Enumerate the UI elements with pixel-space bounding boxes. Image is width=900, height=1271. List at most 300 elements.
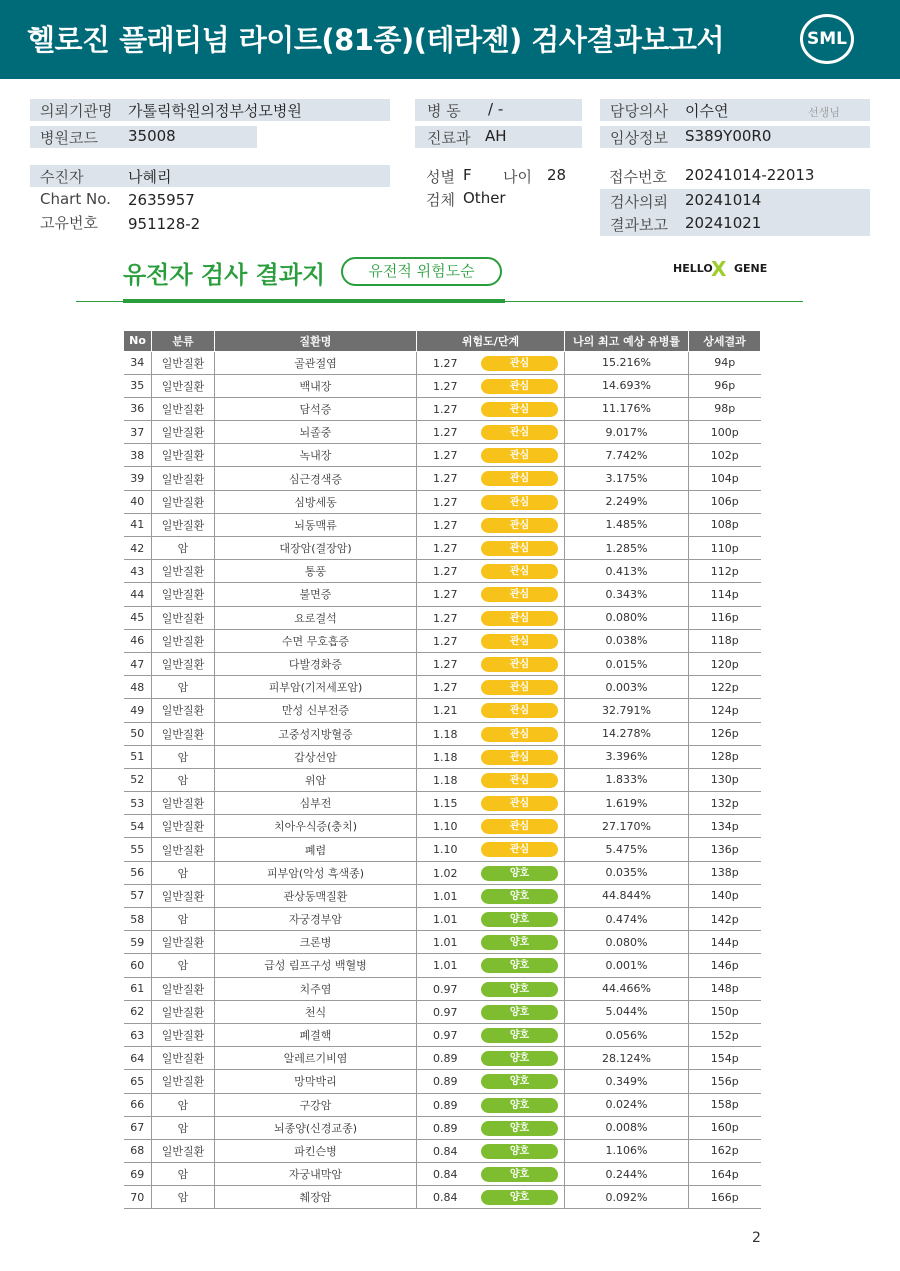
row-detail-page: 146p <box>689 954 761 977</box>
row-prevalence: 27.170% <box>565 815 689 838</box>
row-disease: 담석증 <box>215 397 417 420</box>
row-category: 일반질환 <box>152 652 215 675</box>
section-title: 유전자 검사 결과지 <box>123 261 326 289</box>
row-disease: 파킨슨병 <box>215 1139 417 1162</box>
risk-score: 1.27 <box>433 495 458 509</box>
table-row <box>124 1116 761 1139</box>
hospital-code-field <box>30 126 257 148</box>
row-category: 일반질환 <box>152 421 215 444</box>
row-prevalence: 1.833% <box>565 768 689 791</box>
row-disease: 폐결핵 <box>215 1023 417 1046</box>
row-risk <box>417 629 565 652</box>
row-risk <box>417 397 565 420</box>
row-category: 일반질환 <box>152 815 215 838</box>
row-prevalence: 0.413% <box>565 560 689 583</box>
row-disease: 위암 <box>215 768 417 791</box>
row-disease: 크론병 <box>215 931 417 954</box>
table-row <box>124 490 761 513</box>
row-prevalence: 0.244% <box>565 1163 689 1186</box>
row-category: 일반질환 <box>152 490 215 513</box>
row-disease: 고중성지방혈증 <box>215 722 417 745</box>
institution-value: 가톨릭학원의정부성모병원 <box>128 102 302 120</box>
risk-score: 1.18 <box>433 773 458 787</box>
row-detail-page: 102p <box>689 444 761 467</box>
row-number: 58 <box>124 908 152 931</box>
row-number: 54 <box>124 815 152 838</box>
risk-score: 1.27 <box>433 565 458 579</box>
report-header <box>0 0 900 79</box>
row-number: 57 <box>124 884 152 907</box>
row-disease: 수면 무호흡증 <box>215 629 417 652</box>
sex-label: 성별 <box>426 168 455 186</box>
row-category: 암 <box>152 1093 215 1116</box>
sml-logo <box>800 14 854 64</box>
risk-level-badge: 관심 <box>481 680 558 695</box>
risk-score: 1.27 <box>433 379 458 393</box>
row-detail-page: 116p <box>689 606 761 629</box>
row-number: 51 <box>124 745 152 768</box>
row-prevalence: 0.001% <box>565 954 689 977</box>
risk-level-badge: 관심 <box>481 657 558 672</box>
row-number: 40 <box>124 490 152 513</box>
row-category: 일반질환 <box>152 606 215 629</box>
row-detail-page: 158p <box>689 1093 761 1116</box>
row-disease: 뇌졸중 <box>215 421 417 444</box>
table-row <box>124 954 761 977</box>
row-risk <box>417 374 565 397</box>
row-risk <box>417 1163 565 1186</box>
risk-level-badge: 관심 <box>481 518 558 533</box>
row-number: 55 <box>124 838 152 861</box>
hospital-code-value: 35008 <box>128 127 176 145</box>
row-number: 67 <box>124 1116 152 1139</box>
risk-score: 1.27 <box>433 681 458 695</box>
risk-score: 0.97 <box>433 982 458 996</box>
row-disease: 구강암 <box>215 1093 417 1116</box>
risk-score: 1.27 <box>433 402 458 416</box>
patient-name-field <box>30 165 390 187</box>
row-number: 46 <box>124 629 152 652</box>
row-prevalence: 0.349% <box>565 1070 689 1093</box>
ward-value: / - <box>488 100 504 118</box>
row-detail-page: 136p <box>689 838 761 861</box>
risk-score: 1.21 <box>433 704 458 718</box>
row-number: 38 <box>124 444 152 467</box>
row-disease: 피부암(기저세포암) <box>215 676 417 699</box>
row-prevalence: 5.475% <box>565 838 689 861</box>
doctor-suffix: 선생님 <box>808 106 840 119</box>
receipt-no-value: 20241014-22013 <box>685 166 815 184</box>
row-number: 48 <box>124 676 152 699</box>
table-row <box>124 792 761 815</box>
risk-level-badge: 양호 <box>481 1074 558 1089</box>
row-number: 42 <box>124 537 152 560</box>
row-category: 암 <box>152 768 215 791</box>
unique-no-value: 951128-2 <box>128 215 201 233</box>
row-risk <box>417 977 565 1000</box>
row-number: 68 <box>124 1139 152 1162</box>
row-disease: 피부암(악성 흑색종) <box>215 861 417 884</box>
row-number: 53 <box>124 792 152 815</box>
row-number: 34 <box>124 351 152 374</box>
risk-score: 1.27 <box>433 588 458 602</box>
row-disease: 망막박리 <box>215 1070 417 1093</box>
risk-level-badge: 관심 <box>481 356 558 371</box>
row-number: 69 <box>124 1163 152 1186</box>
risk-score: 1.27 <box>433 634 458 648</box>
brand-gene: GENE <box>734 262 768 275</box>
risk-score: 0.89 <box>433 1098 458 1112</box>
row-category: 암 <box>152 954 215 977</box>
chart-no-label: Chart No. <box>40 190 111 208</box>
row-detail-page: 112p <box>689 560 761 583</box>
row-detail-page: 126p <box>689 722 761 745</box>
risk-level-badge: 관심 <box>481 541 558 556</box>
row-disease: 폐렴 <box>215 838 417 861</box>
row-disease: 대장암(결장암) <box>215 537 417 560</box>
row-detail-page: 122p <box>689 676 761 699</box>
row-prevalence: 1.285% <box>565 537 689 560</box>
row-disease: 치주염 <box>215 977 417 1000</box>
row-risk <box>417 931 565 954</box>
institution-label: 의뢰기관명 <box>40 102 113 120</box>
risk-level-badge: 관심 <box>481 564 558 579</box>
row-disease: 치아우식증(충치) <box>215 815 417 838</box>
row-number: 41 <box>124 513 152 536</box>
risk-level-badge: 관심 <box>481 587 558 602</box>
table-row <box>124 513 761 536</box>
row-disease: 천식 <box>215 1000 417 1023</box>
row-risk <box>417 1186 565 1209</box>
sml-logo-text: SML <box>807 29 847 49</box>
risk-level-badge: 양호 <box>481 1051 558 1066</box>
row-category: 일반질환 <box>152 467 215 490</box>
risk-level-badge: 관심 <box>481 750 558 765</box>
ward-label: 병 동 <box>427 102 461 120</box>
row-risk <box>417 1000 565 1023</box>
risk-level-badge: 양호 <box>481 935 558 950</box>
row-number: 66 <box>124 1093 152 1116</box>
table-row <box>124 1093 761 1116</box>
risk-level-badge: 관심 <box>481 495 558 510</box>
risk-level-badge: 관심 <box>481 727 558 742</box>
risk-level-badge: 양호 <box>481 1167 558 1182</box>
table-row <box>124 977 761 1000</box>
column-header: 질환명 <box>215 331 417 351</box>
row-prevalence: 0.056% <box>565 1023 689 1046</box>
row-detail-page: 114p <box>689 583 761 606</box>
column-header: 나의 최고 예상 유병률 <box>565 331 689 351</box>
row-detail-page: 140p <box>689 884 761 907</box>
risk-score: 0.89 <box>433 1075 458 1089</box>
row-detail-page: 160p <box>689 1116 761 1139</box>
row-prevalence: 32.791% <box>565 699 689 722</box>
table-row <box>124 560 761 583</box>
row-prevalence: 3.175% <box>565 467 689 490</box>
row-prevalence: 44.844% <box>565 884 689 907</box>
column-header: No <box>124 331 152 351</box>
row-category: 일반질환 <box>152 1139 215 1162</box>
row-disease: 자궁경부암 <box>215 908 417 931</box>
row-prevalence: 0.343% <box>565 583 689 606</box>
row-category: 일반질환 <box>152 792 215 815</box>
risk-level-badge: 양호 <box>481 1028 558 1043</box>
receipt-no-label: 접수번호 <box>609 168 667 186</box>
risk-score: 0.84 <box>433 1191 458 1205</box>
row-risk <box>417 954 565 977</box>
row-prevalence: 9.017% <box>565 421 689 444</box>
row-number: 64 <box>124 1047 152 1070</box>
risk-score: 0.97 <box>433 1005 458 1019</box>
row-prevalence: 0.035% <box>565 861 689 884</box>
row-risk <box>417 1116 565 1139</box>
row-detail-page: 96p <box>689 374 761 397</box>
specimen-label: 검체 <box>426 191 455 209</box>
row-prevalence: 14.278% <box>565 722 689 745</box>
risk-level-badge: 관심 <box>481 796 558 811</box>
row-risk <box>417 537 565 560</box>
row-risk <box>417 815 565 838</box>
age-value: 28 <box>547 166 567 184</box>
row-risk <box>417 444 565 467</box>
row-disease: 통풍 <box>215 560 417 583</box>
row-disease: 다발경화증 <box>215 652 417 675</box>
row-number: 36 <box>124 397 152 420</box>
row-category: 일반질환 <box>152 444 215 467</box>
table-row <box>124 838 761 861</box>
department-value: AH <box>485 127 507 145</box>
row-disease: 심방세동 <box>215 490 417 513</box>
row-detail-page: 150p <box>689 1000 761 1023</box>
risk-level-badge: 양호 <box>481 958 558 973</box>
row-risk <box>417 838 565 861</box>
risk-score: 0.97 <box>433 1028 458 1042</box>
row-number: 43 <box>124 560 152 583</box>
age-label: 나이 <box>503 168 532 186</box>
row-disease: 자궁내막암 <box>215 1163 417 1186</box>
risk-score: 1.02 <box>433 866 458 880</box>
report-date-value: 20241021 <box>685 214 762 232</box>
risk-score: 1.15 <box>433 797 458 811</box>
row-number: 62 <box>124 1000 152 1023</box>
row-prevalence: 3.396% <box>565 745 689 768</box>
row-prevalence: 2.249% <box>565 490 689 513</box>
table-row <box>124 397 761 420</box>
request-date-label: 검사의뢰 <box>610 193 668 211</box>
table-row <box>124 699 761 722</box>
row-disease: 갑상선암 <box>215 745 417 768</box>
table-row <box>124 1023 761 1046</box>
row-detail-page: 100p <box>689 421 761 444</box>
request-date-value: 20241014 <box>685 191 762 209</box>
risk-score: 1.01 <box>433 913 458 926</box>
row-prevalence: 1.106% <box>565 1139 689 1162</box>
row-risk <box>417 560 565 583</box>
row-risk <box>417 699 565 722</box>
patient-name-value: 나혜리 <box>128 168 172 186</box>
row-prevalence: 0.092% <box>565 1186 689 1209</box>
risk-level-badge: 양호 <box>481 889 558 904</box>
row-number: 50 <box>124 722 152 745</box>
row-prevalence: 14.693% <box>565 374 689 397</box>
table-row <box>124 421 761 444</box>
row-number: 59 <box>124 931 152 954</box>
risk-level-badge: 관심 <box>481 703 558 718</box>
risk-level-badge: 관심 <box>481 448 558 463</box>
risk-level-badge: 관심 <box>481 471 558 486</box>
doctor-field <box>600 99 870 121</box>
risk-level-badge: 양호 <box>481 1190 558 1205</box>
row-risk <box>417 908 565 931</box>
row-risk <box>417 884 565 907</box>
row-detail-page: 94p <box>689 351 761 374</box>
row-disease: 심근경색증 <box>215 467 417 490</box>
row-detail-page: 132p <box>689 792 761 815</box>
institution-field <box>30 99 390 121</box>
table-row <box>124 908 761 931</box>
row-number: 49 <box>124 699 152 722</box>
clinical-info-field <box>600 126 870 148</box>
risk-score: 1.18 <box>433 750 458 764</box>
report-title: 헬로진 플래티넘 라이트(81종)(테라젠) 검사결과보고서 <box>27 23 724 57</box>
row-detail-page: 166p <box>689 1186 761 1209</box>
section-subtitle: 유전적 위험도순 <box>341 257 502 286</box>
risk-score: 1.01 <box>433 889 458 903</box>
row-category: 일반질환 <box>152 1023 215 1046</box>
row-detail-page: 134p <box>689 815 761 838</box>
row-category: 암 <box>152 1163 215 1186</box>
row-number: 70 <box>124 1186 152 1209</box>
row-category: 일반질환 <box>152 351 215 374</box>
row-risk <box>417 513 565 536</box>
row-prevalence: 0.080% <box>565 606 689 629</box>
row-category: 일반질환 <box>152 397 215 420</box>
row-risk <box>417 861 565 884</box>
risk-level-badge: 양호 <box>481 1098 558 1113</box>
row-disease: 급성 림프구성 백혈병 <box>215 954 417 977</box>
risk-score: 1.10 <box>433 820 458 834</box>
specimen-value: Other <box>463 189 506 207</box>
table-row <box>124 884 761 907</box>
row-risk <box>417 1139 565 1162</box>
table-row <box>124 1139 761 1162</box>
table-row <box>124 1070 761 1093</box>
row-detail-page: 154p <box>689 1047 761 1070</box>
row-risk <box>417 421 565 444</box>
patient-name-label: 수진자 <box>40 168 84 186</box>
row-category: 일반질환 <box>152 583 215 606</box>
risk-level-badge: 양호 <box>481 1005 558 1020</box>
row-detail-page: 148p <box>689 977 761 1000</box>
row-detail-page: 104p <box>689 467 761 490</box>
row-category: 일반질환 <box>152 513 215 536</box>
row-detail-page: 152p <box>689 1023 761 1046</box>
risk-score: 0.89 <box>433 1052 458 1066</box>
row-number: 65 <box>124 1070 152 1093</box>
risk-score: 1.27 <box>433 472 458 486</box>
row-prevalence: 0.080% <box>565 931 689 954</box>
row-prevalence: 0.015% <box>565 652 689 675</box>
dates-field <box>600 189 870 236</box>
page-number: 2 <box>752 1230 761 1246</box>
row-category: 일반질환 <box>152 884 215 907</box>
table-row <box>124 1186 761 1209</box>
risk-score: 1.27 <box>433 449 458 463</box>
row-number: 44 <box>124 583 152 606</box>
row-category: 암 <box>152 861 215 884</box>
row-prevalence: 15.216% <box>565 351 689 374</box>
table-row <box>124 629 761 652</box>
row-risk <box>417 1070 565 1093</box>
row-risk <box>417 722 565 745</box>
row-category: 암 <box>152 1116 215 1139</box>
doctor-label: 담당의사 <box>610 102 668 120</box>
ward-field <box>415 99 582 121</box>
row-prevalence: 28.124% <box>565 1047 689 1070</box>
table-row <box>124 606 761 629</box>
risk-score: 0.84 <box>433 1144 458 1158</box>
column-header: 위험도/단계 <box>417 331 565 351</box>
row-disease: 골관절염 <box>215 351 417 374</box>
table-row <box>124 861 761 884</box>
risk-level-badge: 관심 <box>481 402 558 417</box>
row-category: 일반질환 <box>152 1070 215 1093</box>
row-risk <box>417 768 565 791</box>
row-prevalence: 11.176% <box>565 397 689 420</box>
risk-level-badge: 관심 <box>481 634 558 649</box>
row-risk <box>417 583 565 606</box>
table-row <box>124 815 761 838</box>
row-detail-page: 124p <box>689 699 761 722</box>
row-detail-page: 142p <box>689 908 761 931</box>
report-date-label: 결과보고 <box>610 216 668 234</box>
row-detail-page: 162p <box>689 1139 761 1162</box>
row-prevalence: 1.485% <box>565 513 689 536</box>
row-category: 일반질환 <box>152 838 215 861</box>
table-row <box>124 351 761 374</box>
risk-score: 1.27 <box>433 426 458 440</box>
row-detail-page: 156p <box>689 1070 761 1093</box>
table-row <box>124 583 761 606</box>
table-row <box>124 722 761 745</box>
table-row <box>124 745 761 768</box>
risk-level-badge: 양호 <box>481 1121 558 1136</box>
row-category: 일반질환 <box>152 1047 215 1070</box>
table-row <box>124 467 761 490</box>
row-category: 암 <box>152 537 215 560</box>
row-risk <box>417 792 565 815</box>
table-row <box>124 931 761 954</box>
row-category: 일반질환 <box>152 977 215 1000</box>
table-row <box>124 1163 761 1186</box>
row-detail-page: 164p <box>689 1163 761 1186</box>
row-category: 일반질환 <box>152 931 215 954</box>
row-disease: 관상동맥질환 <box>215 884 417 907</box>
risk-score: 1.27 <box>433 611 458 625</box>
row-category: 일반질환 <box>152 374 215 397</box>
row-detail-page: 130p <box>689 768 761 791</box>
risk-level-badge: 양호 <box>481 912 558 927</box>
table-row <box>124 444 761 467</box>
column-header: 분류 <box>152 331 215 351</box>
row-prevalence: 0.024% <box>565 1093 689 1116</box>
risk-score: 1.01 <box>433 959 458 973</box>
risk-level-badge: 양호 <box>481 1144 558 1159</box>
risk-score: 1.27 <box>433 657 458 671</box>
row-disease: 뇌동맥류 <box>215 513 417 536</box>
row-disease: 알레르기비염 <box>215 1047 417 1070</box>
row-disease: 요로결석 <box>215 606 417 629</box>
